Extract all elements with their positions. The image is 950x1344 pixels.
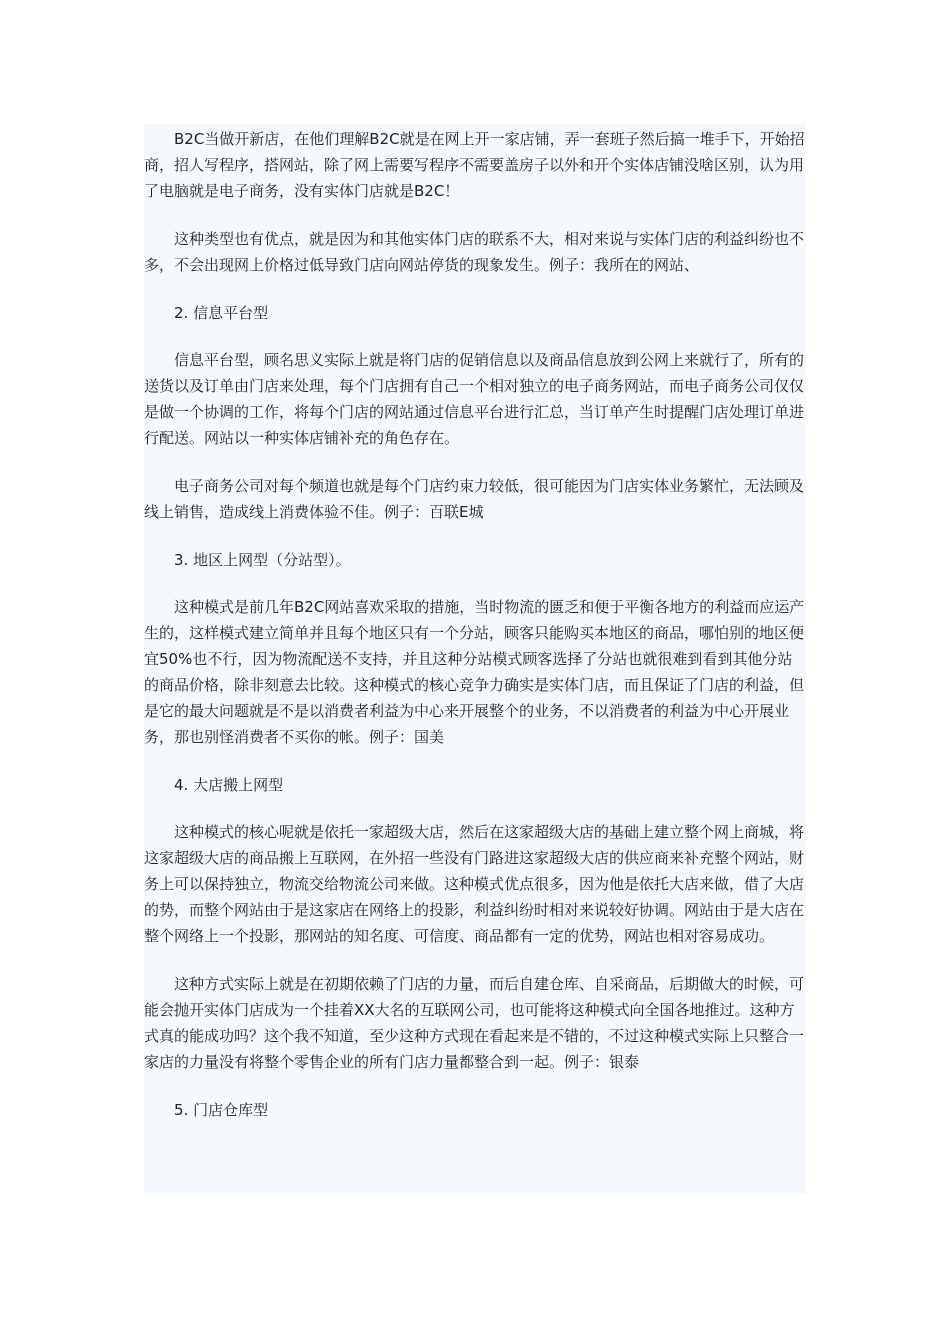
heading-info-platform: 2. 信息平台型 <box>174 304 269 322</box>
paragraph-info-platform-weakness: 电子商务公司对每个频道也就是每个门店约束力较低，很可能因为门店实体业务繁忙，无法顾及线上销售，造成线上消费体验不佳。例子：百联E城 <box>144 477 805 521</box>
document-body <box>144 126 806 1144</box>
heading-big-store: 4. 大店搬上网型 <box>174 776 284 794</box>
heading-regional: 3. 地区上网型（分站型）。 <box>174 551 351 569</box>
paragraph-big-store: 这种模式的核心呢就是依托一家超级大店，然后在这家超级大店的基础上建立整个网上商城，将这家超级大店的商品搬上互联网，在外招一些没有门路进这家超级大店的供应商来补充整个网站，财务上可以保持独立，物流交给物流公司来做。这种模式优点很多，因为他是依托大店来做，借了大店的势，而整个网站由于是这家店在网络上的投影，利益纠纷时相对来说较好协调。网站由于是大店在整个网络上一个投影，那网站的知名度、可信度、商品都有一定的优势，网站也相对容易成功。 <box>144 823 805 945</box>
paragraph-regional: 这种模式是前几年B2C网站喜欢采取的措施，当时物流的匮乏和便于平衡各地方的利益而应运产生的，这样模式建立简单并且每个地区只有一个分站，顾客只能购买本地区的商品，哪怕别的地区便宜50%也不行，因为物流配送不支持，并且这种分站模式顾客选择了分站也就很难到看到其他分站的商品价格，除非刻意去比较。这种模式的核心竞争力确实是实体门店，而且保证了门店的利益，但是它的最大问题就是不是以消费者利益为中心来开展整个的业务，不以消费者的利益为中心开展业务，那也别怪消费者不买你的帐。例子：国美 <box>144 598 805 746</box>
paragraph-info-platform: 信息平台型，顾名思义实际上就是将门店的促销信息以及商品信息放到公网上来就行了，所有的送货以及订单由门店来处理，每个门店拥有自己一个相对独立的电子商务网站，而电子商务公司仅仅是做一个协调的工作，将每个门店的网站通过信息平台进行汇总，当订单产生时提醒门店处理订单进行配送。网站以一种实体店铺补充的角色存在。 <box>144 351 805 447</box>
paragraph-b2c-new-store: B2C当做开新店，在他们理解B2C就是在网上开一家店铺，弄一套班子然后搞一堆手下，开始招商，招人写程序，搭网站，除了网上需要写程序不需要盖房子以外和开个实体店铺没啥区别，认为用了电脑就是电子商务，没有实体门店就是B2C！ <box>144 130 805 200</box>
paragraph-advantages: 这种类型也有优点，就是因为和其他实体门店的联系不大，相对来说与实体门店的利益纠纷也不多，不会出现网上价格过低导致门店向网站停货的现象发生。例子：我所在的网站、 <box>144 230 805 274</box>
paragraph-big-store-later: 这种方式实际上就是在初期依赖了门店的力量，而后自建仓库、自采商品，后期做大的时候，可能会抛开实体门店成为一个挂着XX大名的互联网公司，也可能将这种模式向全国各地推过。这种方式真的能成功吗？这个我不知道，至少这种方式现在看起来是不错的，不过这种模式实际上只整合一家店的力量没有将整个零售企业的所有门店力量都整合到一起。例子：银泰 <box>144 975 805 1071</box>
heading-store-warehouse: 5. 门店仓库型 <box>174 1101 269 1119</box>
